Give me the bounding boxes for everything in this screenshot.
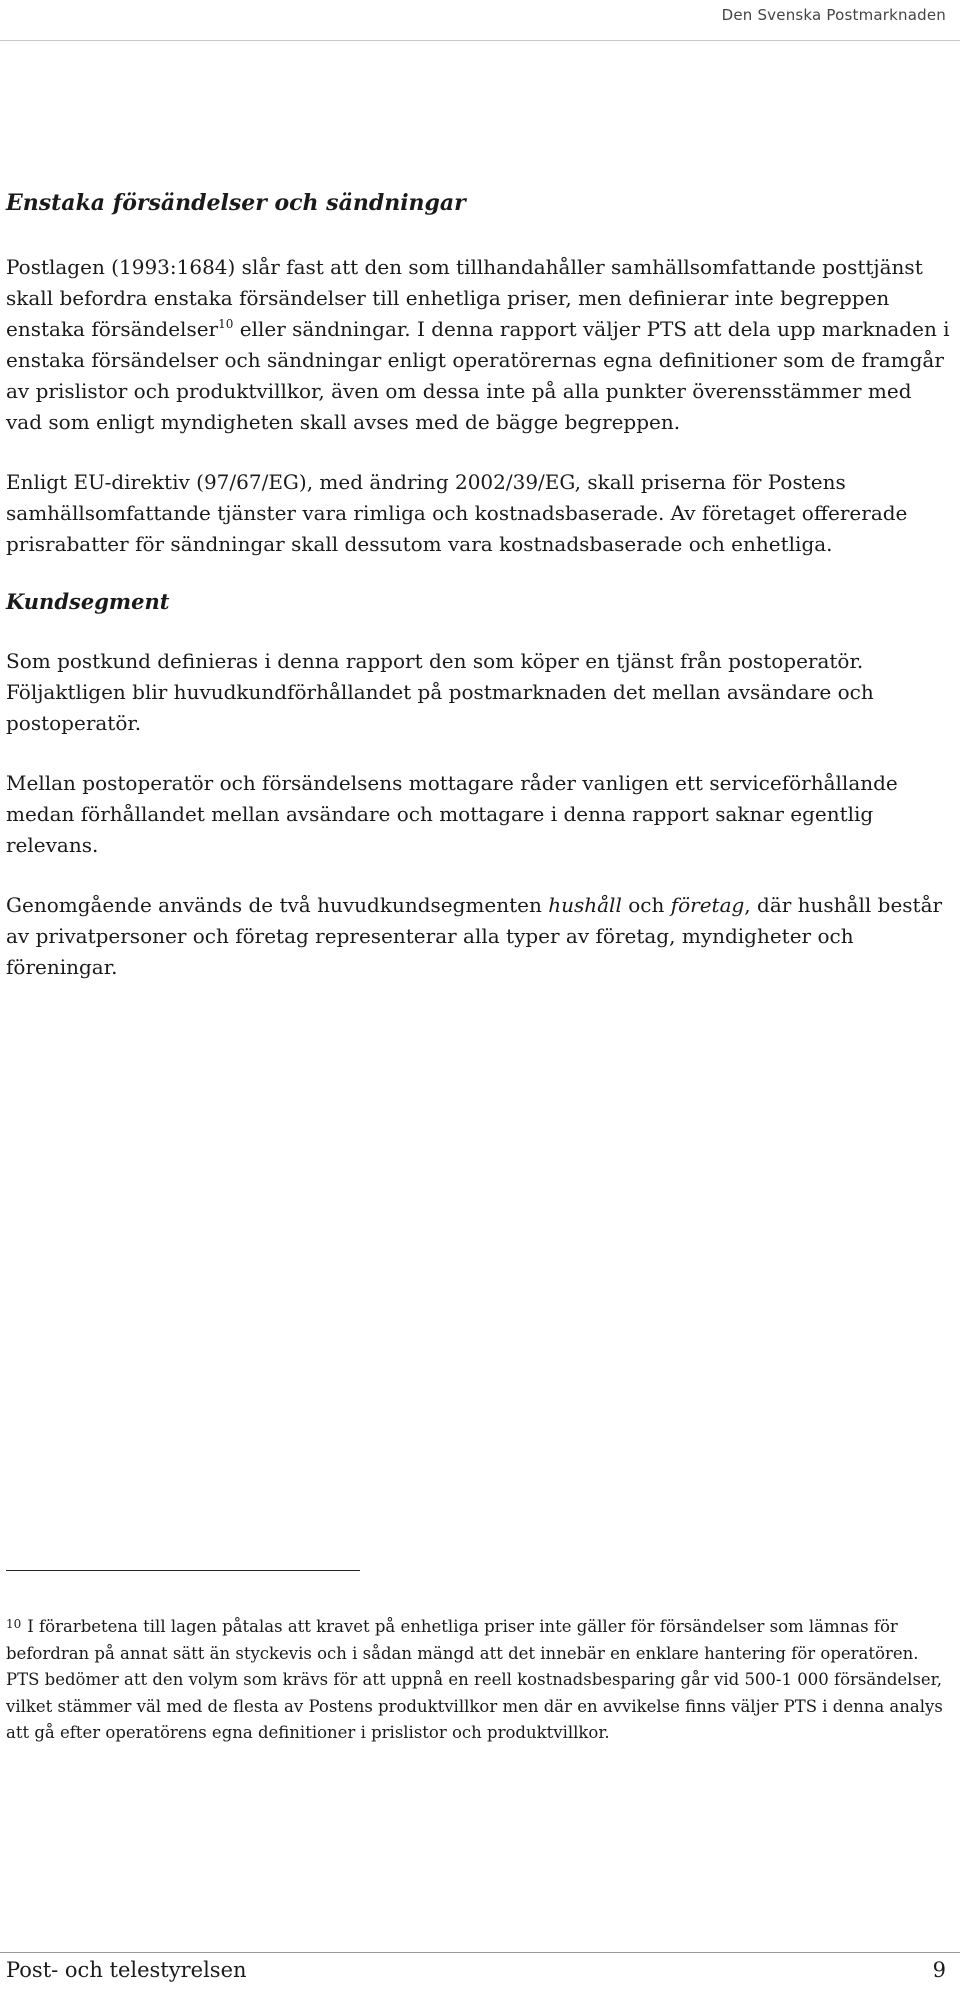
footnote-ref-10[interactable]: 10 (218, 317, 234, 331)
footer-publisher: Post- och telestyrelsen (6, 1958, 247, 1982)
footnote-10 (6, 1614, 946, 1747)
paragraph-text: och (621, 893, 671, 917)
paragraph-eu-direktiv: Enligt EU-direktiv (97/67/EG), med ändring 2002/39/EG, skall priserna för Postens samhällsomfattande tjänster vara rimliga och kostnadsbaserade. Av företaget offererade prisrabatter för sändningar skall dessutom vara kostnadsbaserade och enhetliga. (6, 470, 908, 556)
paragraph-text: , där hushåll består av privatpersoner och företag representerar alla typer av företag, myndigheter och föreningar. (6, 893, 943, 979)
page-number: 9 (932, 1958, 946, 1982)
paragraph-mottagare: Mellan postoperatör och försändelsens mottagare råder vanligen ett serviceförhållande medan förhållandet mellan avsändare och mottagare i denna rapport saknar egentlig relevans. (6, 771, 898, 857)
page-body (6, 190, 952, 1012)
paragraph-text: Postlagen (1993:1684) slår fast att den som tillhandahåller samhällsomfattande posttjänst skall befordra enstaka försändelser till enhetliga priser, men definierar inte begreppen enstaka försändelser (6, 255, 923, 341)
paragraph-text: eller sändningar. I denna rapport väljer PTS att dela upp marknaden i enstaka försändelser och sändningar enligt operatörernas egna definitioner som de framgår av prislistor och produktvillkor, även om dessa inte på alla punkter överensstämmer med vad som enligt myndigheten skall avses med de bägge begreppen. (6, 317, 950, 434)
section-heading-enstaka: Enstaka försändelser och sändningar (6, 190, 466, 216)
footnote-divider (6, 1570, 360, 1571)
section-heading-kundsegment: Kundsegment (6, 589, 170, 614)
paragraph-postkund: Som postkund definieras i denna rapport den som köper en tjänst från postoperatör. Följaktligen blir huvudkundförhållandet på postmarknaden det mellan avsändare och postoperatör. (6, 649, 874, 735)
term-foretag: företag (670, 893, 745, 917)
paragraph-huvudkundsegment (6, 890, 952, 983)
paragraph-text: Genomgående används de två huvudkundsegmenten (6, 893, 549, 917)
header-divider (0, 40, 960, 41)
term-hushall: hushåll (548, 893, 622, 917)
paragraph-postlagen (6, 252, 952, 438)
footer-divider (0, 1952, 960, 1953)
running-header-title: Den Svenska Postmarknaden (721, 6, 946, 24)
footnote-number: 10 (6, 1617, 22, 1631)
footnote-text: I förarbetena till lagen påtalas att kravet på enhetliga priser inte gäller för försändelser som lämnas för befordran på annat sätt än styckevis och i sådan mängd att det innebär en enklare hantering för operatören. PTS bedömer att den volym som krävs för att uppnå en reell kostnadsbesparing går vid 500-1 000 försändelser, vilket stämmer väl med de flesta av Postens produktvillkor men där en avvikelse finns väljer PTS i denna analys att gå efter operatörens egna definitioner i prislistor och produktvillkor. (6, 1617, 943, 1742)
